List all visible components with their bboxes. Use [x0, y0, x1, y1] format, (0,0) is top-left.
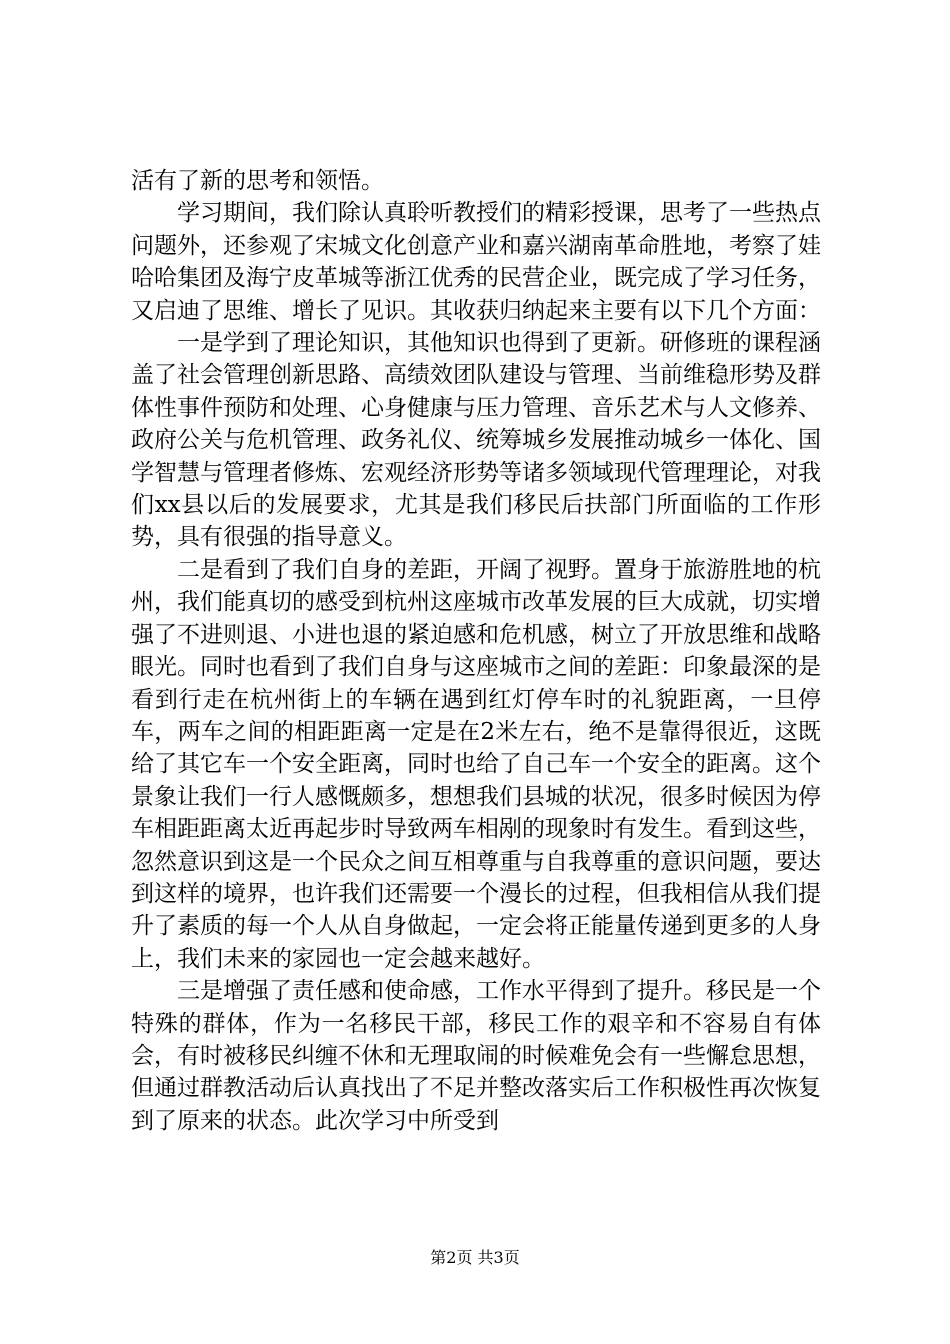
paragraph-point-three: 三是增强了责任感和使命感，工作水平得到了提升。移民是一个特殊的群体，作为一名移民干部，移民工作的艰辛和不容易自有体会，有时被移民纠缠不休和无理取闹的时候难免会有一些懈怠思想，但通过群教活动后认真找出了不足并整改落实后工作积极性再次恢复到了原来的状态。此次学习中所受到 [131, 978, 821, 1134]
paragraph-study-period: 学习期间，我们除认真聆听教授们的精彩授课，思考了一些热点问题外，还参观了宋城文化创意产业和嘉兴湖南革命胜地，考察了娃哈哈集团及海宁皮革城等浙江优秀的民营企业，既完成了学习任务，又启迪了思维、增长了见识。其收获归纳起来主要有以下几个方面： [131, 200, 821, 324]
document-body [131, 165, 821, 1137]
paragraph-point-two: 二是看到了我们自身的差距，开阔了视野。置身于旅游胜地的杭州，我们能真切的感受到杭州这座城市改革发展的巨大成就，切实增强了不进则退、小进也退的紧迫感和危机感，树立了开放思维和战略眼光。同时也看到了我们自身与这座城市之间的差距：印象最深的是看到行走在杭州街上的车辆在遇到红灯停车时的礼貌距离，一旦停车，两车之间的相距距离一定是在2米左右，绝不是靠得很近，这既给了其它车一个安全距离，同时也给了自己车一个安全的距离。这个景象让我们一行人感慨颇多，想想我们县城的状况，很多时候因为停车相距距离太近再起步时导致两车相剐的现象时有发生。看到这些，忽然意识到这是一个民众之间互相尊重与自我尊重的意识问题，要达到这样的境界，也许我们还需要一个漫长的过程，但我相信从我们提升了素质的每一个人从自身做起，一定会将正能量传递到更多的人身上，我们未来的家园也一定会越来越好。 [131, 556, 821, 972]
paragraph-continuation: 活有了新的思考和领悟。 [131, 168, 384, 194]
page-number-footer: 第2页 共3页 [430, 1248, 520, 1267]
paragraph-point-one: 一是学到了理论知识，其他知识也得到了更新。研修班的课程涵盖了社会管理创新思路、高绩效团队建设与管理、当前维稳形势及群体性事件预防和处理、心身健康与压力管理、音乐艺术与人文修养、政府公关与危机管理、政务礼仪、统筹城乡发展推动城乡一体化、国学智慧与管理者修炼、宏观经济形势等诸多领域现代管理理论，对我们xx县以后的发展要求，尤其是我们移民后扶部门所面临的工作形势，具有很强的指导意义。 [131, 330, 821, 551]
